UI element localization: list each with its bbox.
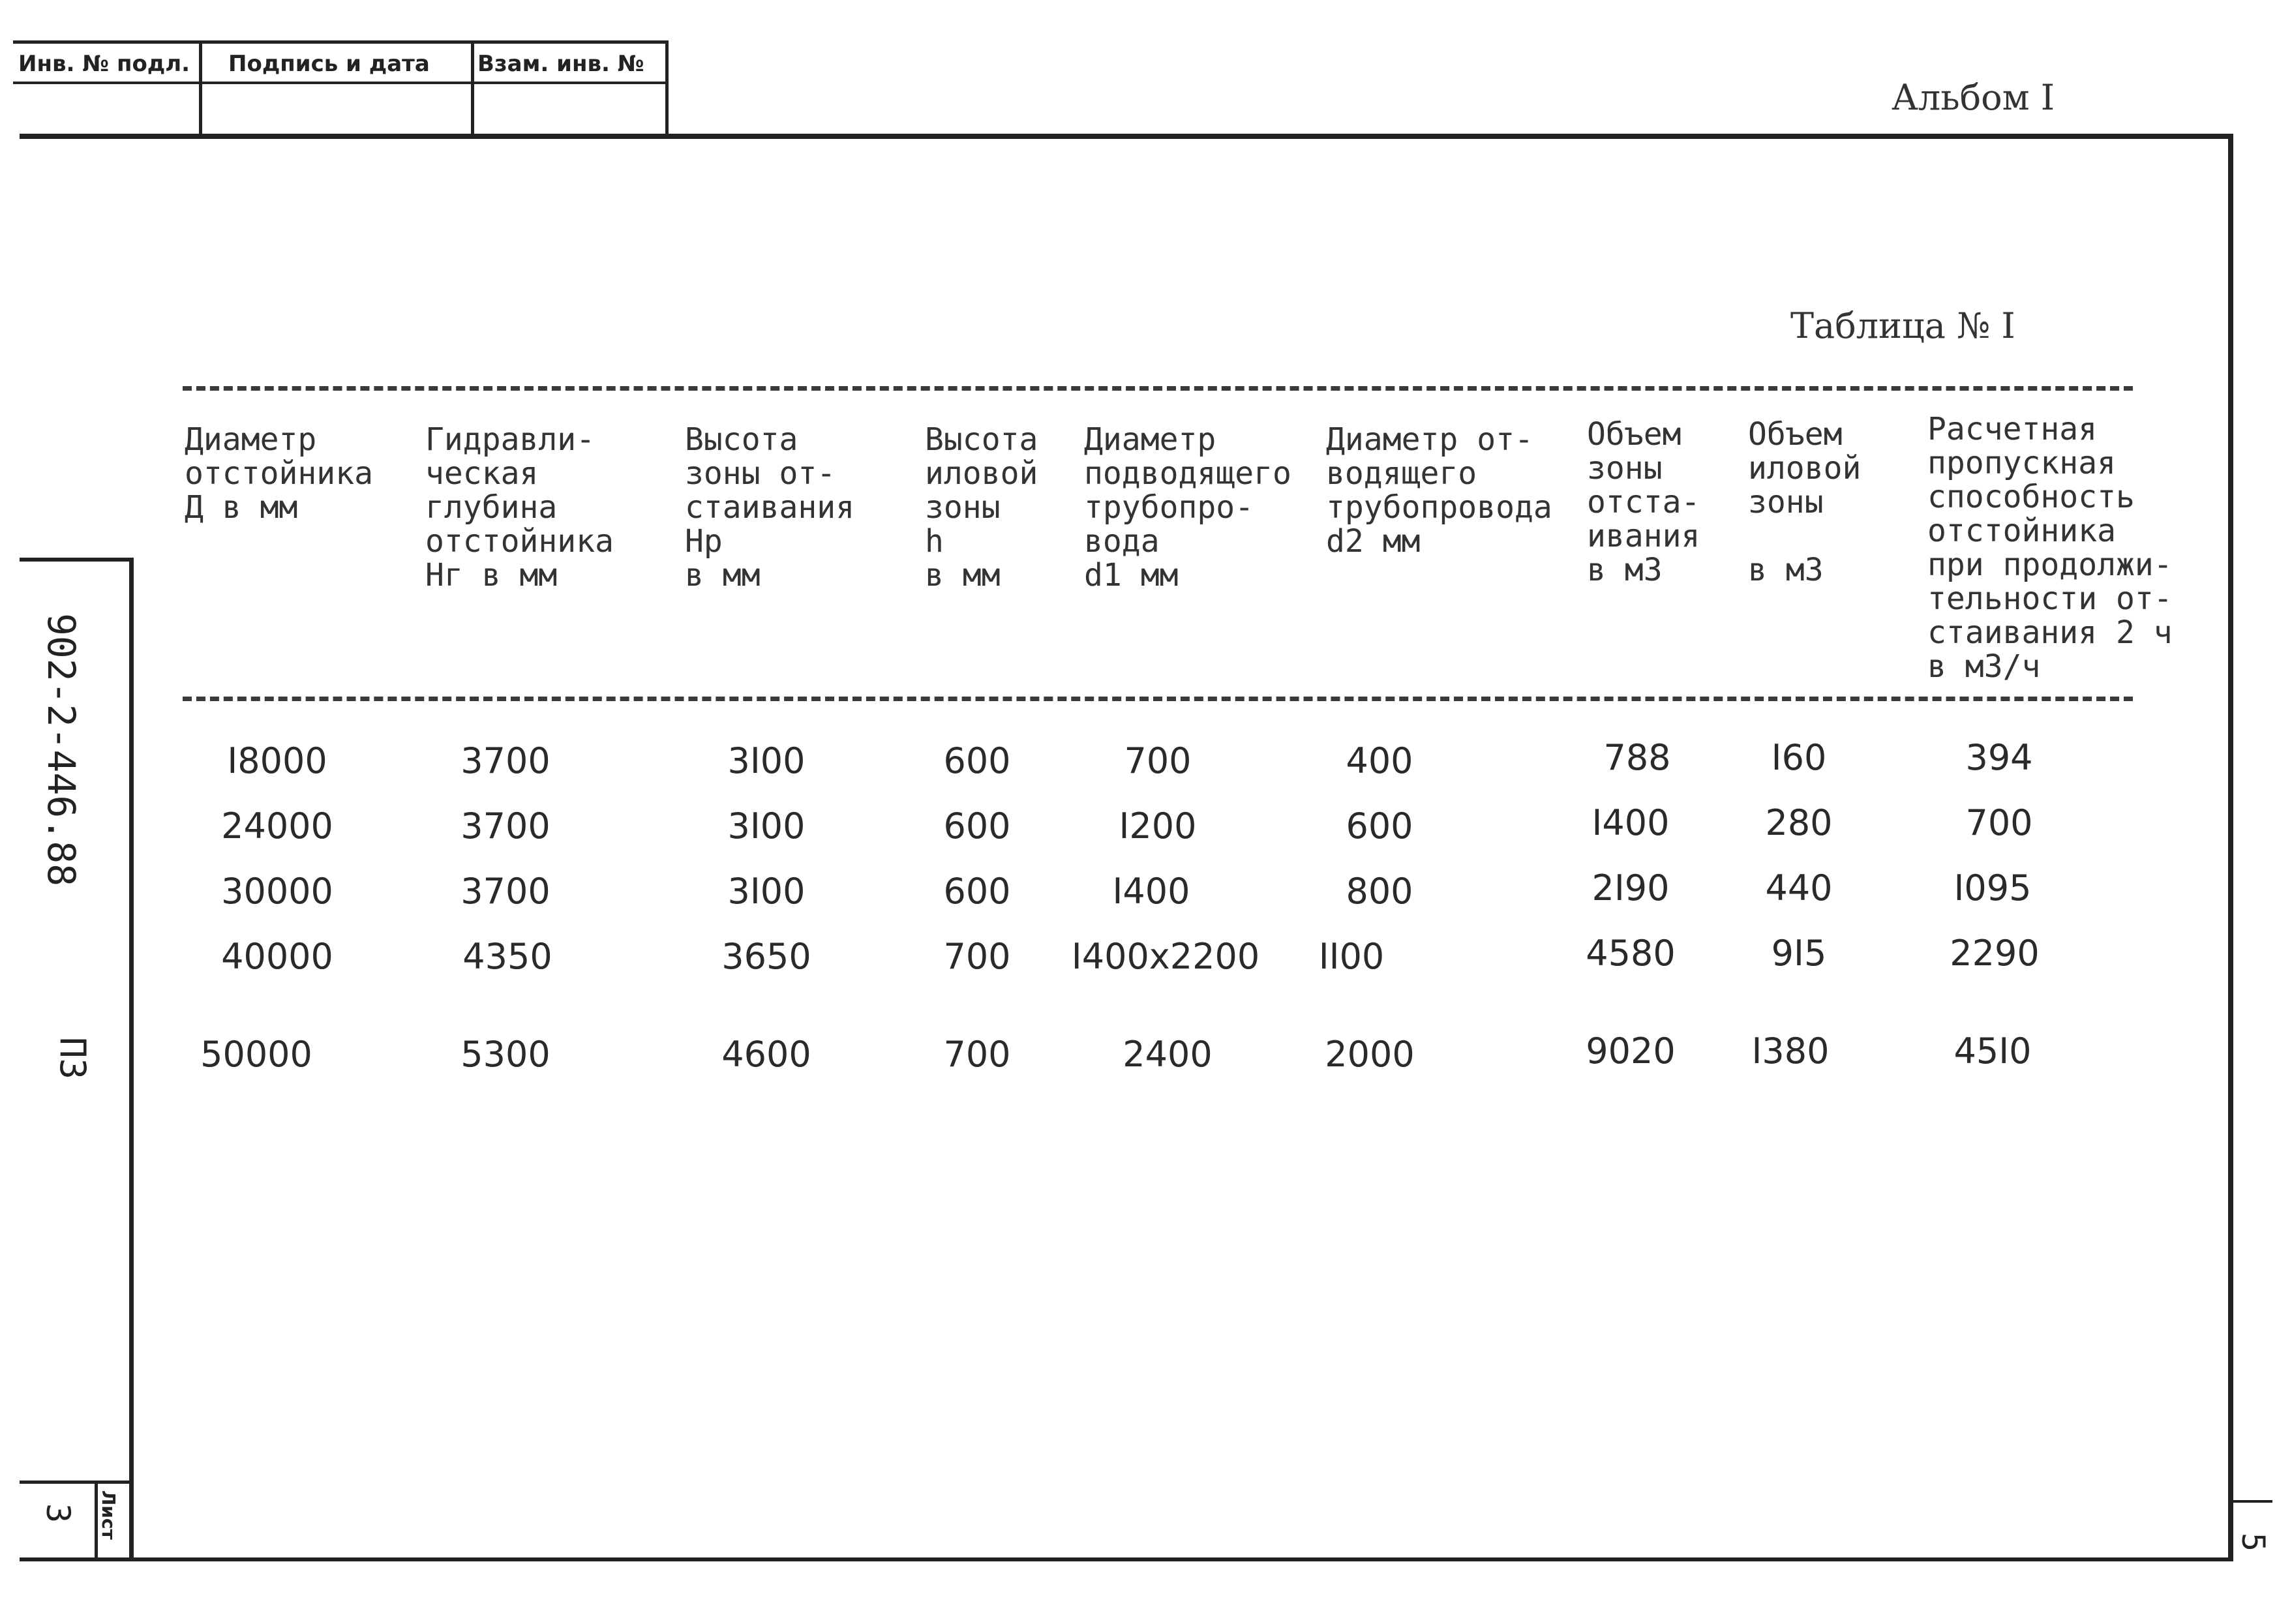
header-settling-height: Высота зоны от- стаивания Нр в мм	[685, 421, 855, 594]
cell-hydraulic-depth: 4350	[462, 936, 552, 977]
vzam-label: Взам. инв. №	[477, 51, 644, 77]
sign-label: Подпись и дата	[228, 51, 430, 77]
cell-outlet-diameter: 600	[1346, 805, 1413, 847]
cell-sludge-height: 600	[943, 871, 1011, 912]
cell-inlet-diameter: I400x2200	[1071, 936, 1260, 977]
cell-hydraulic-depth: 5300	[460, 1034, 550, 1075]
table-title: Таблица № I	[1790, 305, 2015, 346]
cell-sludge-volume: 9I5	[1771, 933, 1827, 974]
cell-settling-volume: 788	[1603, 737, 1671, 778]
cell-settling-height: 3I00	[727, 740, 806, 781]
cell-diameter: 50000	[200, 1034, 312, 1075]
cell-sludge-height: 700	[943, 936, 1011, 977]
cell-capacity: 45I0	[1953, 1030, 2032, 1072]
cell-hydraulic-depth: 3700	[460, 871, 550, 912]
cell-diameter: I8000	[227, 740, 327, 781]
cell-sludge-volume: I60	[1771, 737, 1827, 778]
page-number: 5	[2235, 1533, 2271, 1552]
cell-outlet-diameter: II00	[1318, 936, 1385, 977]
cell-settling-volume: 2I90	[1591, 867, 1670, 909]
cell-outlet-diameter: 400	[1346, 740, 1413, 781]
table-top-rule	[183, 386, 2133, 391]
cell-settling-volume: 9020	[1586, 1030, 1676, 1072]
header-diameter: Диаметр отстойника Д в мм	[185, 421, 373, 526]
cell-diameter: 40000	[221, 936, 333, 977]
cell-capacity: 700	[1965, 802, 2033, 843]
cell-settling-volume: 4580	[1586, 933, 1676, 974]
cell-sludge-volume: I380	[1751, 1030, 1830, 1072]
cell-outlet-diameter: 800	[1346, 871, 1413, 912]
cell-hydraulic-depth: 3700	[460, 805, 550, 847]
table-header-rule	[183, 697, 2133, 701]
cell-capacity: I095	[1953, 867, 2032, 909]
cell-diameter: 24000	[221, 805, 333, 847]
cell-settling-height: 3I00	[727, 805, 806, 847]
cell-outlet-diameter: 2000	[1325, 1034, 1415, 1075]
sheet-number: 3	[39, 1503, 77, 1524]
header-sludge-height: Высота иловой зоны h в мм	[925, 421, 1038, 594]
cell-sludge-height: 600	[943, 805, 1011, 847]
section-code: П3	[52, 1037, 93, 1080]
cell-inlet-diameter: I200	[1119, 805, 1197, 847]
cell-sludge-height: 600	[943, 740, 1011, 781]
inv-label: Инв. № подл.	[18, 51, 190, 77]
cell-settling-height: 3I00	[727, 871, 806, 912]
header-sludge-volume: Объем иловой зоны в м3	[1748, 416, 1862, 588]
cell-capacity: 394	[1965, 737, 2033, 778]
cell-inlet-diameter: I400	[1112, 871, 1190, 912]
doc-code: 902-2-446.88	[39, 613, 83, 887]
cell-hydraulic-depth: 3700	[460, 740, 550, 781]
header-settling-volume: Объем зоны отста- ивания в м3	[1587, 416, 1700, 588]
sheet-label: Лист	[98, 1490, 119, 1540]
cell-settling-height: 3650	[721, 936, 811, 977]
header-outlet-diameter: Диаметр от- водящего трубопровода d2 мм	[1326, 421, 1552, 560]
cell-capacity: 2290	[1950, 933, 2040, 974]
cell-settling-height: 4600	[721, 1034, 811, 1075]
cell-settling-volume: I400	[1591, 802, 1670, 843]
cell-sludge-volume: 440	[1765, 867, 1833, 909]
cell-inlet-diameter: 2400	[1123, 1034, 1213, 1075]
cell-diameter: 30000	[221, 871, 333, 912]
header-capacity: Расчетная пропускная способность отстойника при продолжи- тельности от- стаивания 2 ч в м3/ч	[1927, 411, 2173, 685]
header-hydraulic-depth: Гидравли- ческая глубина отстойника Нг в мм	[425, 421, 614, 594]
header-inlet-diameter: Диаметр подводящего трубопро- вода d1 мм	[1084, 421, 1291, 594]
cell-sludge-height: 700	[943, 1034, 1011, 1075]
cell-inlet-diameter: 700	[1124, 740, 1192, 781]
cell-sludge-volume: 280	[1765, 802, 1833, 843]
album-label: Альбом I	[1892, 77, 2055, 118]
